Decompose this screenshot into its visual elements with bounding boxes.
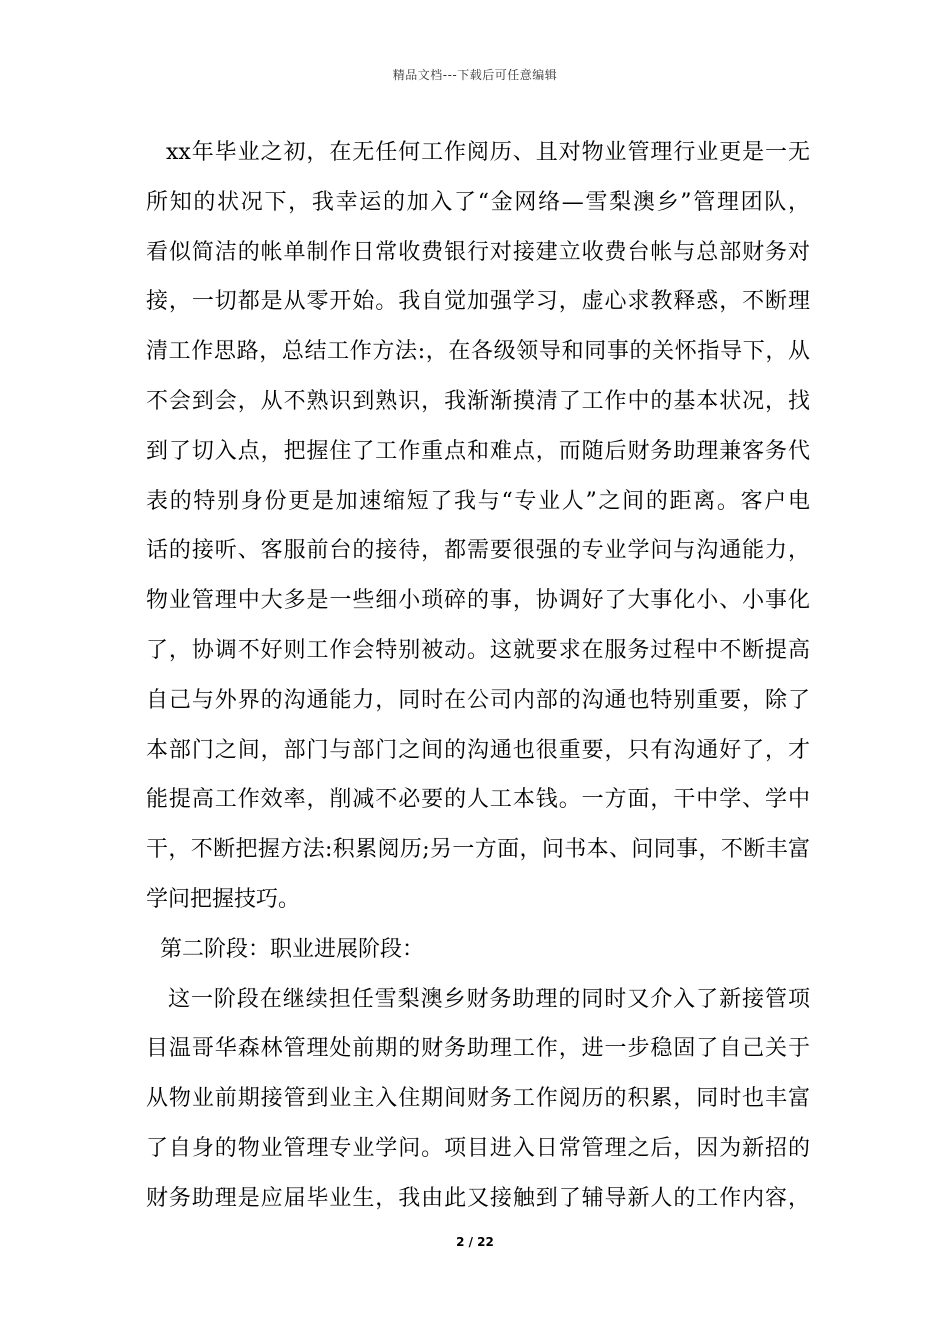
text-line: 所知的状况下，我幸运的加入了“金网络—雪梨澳乡”管理团队， xyxy=(146,189,810,215)
page-number: 2 / 22 xyxy=(456,1235,494,1249)
text-line: 了，协调不好则工作会特别被动。这就要求在服务过程中不断提高 xyxy=(146,637,810,663)
text-line: 干，不断把握方法:积累阅历;另一方面，问书本、问同事，不断丰富 xyxy=(146,837,810,863)
text-line: 目温哥华森林管理处前期的财务助理工作，进一步稳固了自己关于 xyxy=(146,1036,810,1062)
text-line: 财务助理是应届毕业生，我由此又接触到了辅导新人的工作内容， xyxy=(146,1185,810,1211)
text-line: 了自身的物业管理专业学问。项目进入日常管理之后，因为新招的 xyxy=(146,1135,810,1161)
text-line: xx年毕业之初，在无任何工作阅历、且对物业管理行业更是一无 xyxy=(166,140,810,165)
text-line: 能提高工作效率，削减不必要的人工本钱。一方面，干中学、学中 xyxy=(146,787,810,813)
text-line: 清工作思路，总结工作方法:，在各级领导和同事的关怀指导下，从 xyxy=(146,339,810,365)
text-line: 不会到会，从不熟识到熟识，我渐渐摸清了工作中的基本状况，找 xyxy=(146,388,810,414)
text-line: 物业管理中大多是一些细小琐碎的事，协调好了大事化小、小事化 xyxy=(146,588,810,614)
document-body xyxy=(146,128,810,1224)
text-line: 到了切入点，把握住了工作重点和难点，而随后财务助理兼客务代 xyxy=(146,438,810,464)
text-line: 自己与外界的沟通能力，同时在公司内部的沟通也特别重要，除了 xyxy=(146,687,810,713)
text-line: 接，一切都是从零开始。我自觉加强学习，虚心求教释惑，不断理 xyxy=(146,289,810,315)
text-line: 表的特别身份更是加速缩短了我与“专业人”之间的距离。客户电 xyxy=(146,488,810,514)
text-line: 看似简洁的帐单制作日常收费银行对接建立收费台帐与总部财务对 xyxy=(146,239,810,265)
page-header: 精品文档---下载后可任意编辑 xyxy=(392,68,558,82)
text-line: 从物业前期接管到业主入住期间财务工作阅历的积累，同时也丰富 xyxy=(146,1086,810,1112)
section-heading: 第二阶段：职业进展阶段： xyxy=(160,936,425,962)
text-line: 本部门之间，部门与部门之间的沟通也很重要，只有沟通好了，才 xyxy=(146,737,810,763)
text-line: 学问把握技巧。 xyxy=(146,886,301,912)
text-line: 这一阶段在继续担任雪梨澳乡财务助理的同时又介入了新接管项 xyxy=(168,986,810,1012)
text-line: 话的接听、客服前台的接待，都需要很强的专业学问与沟通能力， xyxy=(146,538,810,564)
